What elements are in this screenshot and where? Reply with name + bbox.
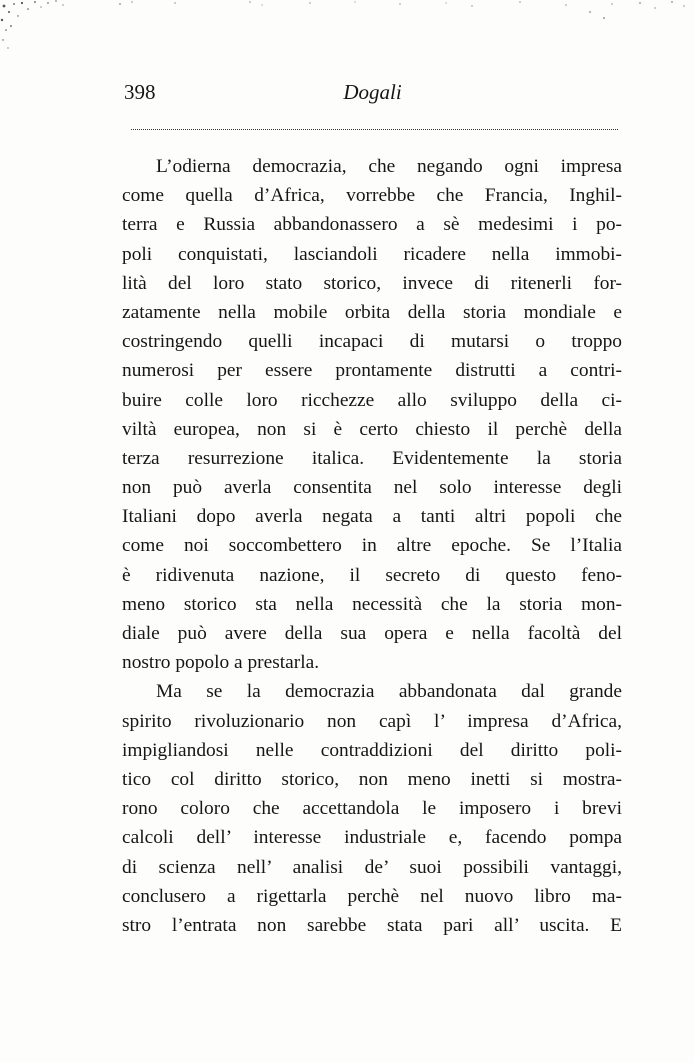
text-line: è ridivenuta nazione, il secreto di questo feno-	[122, 564, 622, 586]
text-line: rono coloro che accettandola le imposero i brevi	[122, 798, 622, 820]
text-line: terra e Russia abbandonassero a sè medesimi i po-	[122, 214, 622, 236]
text-line: stro l’entrata non sarebbe stata pari all’ uscita. E	[122, 914, 622, 936]
text-line: lità del loro stato storico, invece di ritenerli for-	[122, 272, 622, 294]
text-line: costringendo quelli incapaci di mutarsi o troppo	[122, 331, 622, 353]
text-line: zatamente nella mobile orbita della storia mondiale e	[122, 301, 622, 323]
text-line: come noi soccombettero in altre epoche. Se l’Italia	[122, 535, 622, 557]
body-text	[122, 152, 622, 940]
page-header	[124, 80, 621, 110]
text-line: diale può avere della sua opera e nella facoltà del	[122, 623, 622, 644]
running-title: Dogali	[343, 80, 402, 104]
page-number: 398	[124, 80, 156, 104]
text-line: L’odierna democrazia, che negando ogni impresa	[156, 156, 622, 177]
text-line: non può averla consentita nel solo interesse degli	[122, 477, 622, 499]
text-line: buire colle loro ricchezze allo sviluppo della ci-	[122, 389, 622, 411]
text-line: impigliandosi nelle contraddizioni del diritto poli-	[122, 739, 622, 761]
text-line: poli conquistati, lasciandoli ricadere nella immobi-	[122, 243, 622, 265]
scan-noise-specks	[0, 0, 694, 60]
text-line: numerosi per essere prontamente distrutti a contri-	[122, 360, 622, 382]
text-line: Italiani dopo averla negata a tanti altri popoli che	[122, 506, 622, 528]
header-rule	[131, 129, 618, 130]
text-line: Ma se la democrazia abbandonata dal grande	[156, 681, 622, 703]
text-line: come quella d’Africa, vorrebbe che Francia, Inghil-	[122, 185, 622, 207]
text-line: terza resurrezione italica. Evidentemente la storia	[122, 447, 622, 469]
text-line: nostro popolo a prestarla.	[122, 652, 320, 674]
text-line: conclusero a rigettarla perchè nel nuovo libro ma-	[122, 885, 622, 907]
text-line: di scienza nell’ analisi de’ suoi possibili vantaggi,	[122, 856, 622, 878]
text-line: viltà europea, non si è certo chiesto il perchè della	[122, 418, 622, 440]
text-line: meno storico sta nella necessità che la storia mon-	[122, 593, 622, 615]
text-line: tico col diritto storico, non meno inetti si mostra-	[122, 768, 622, 790]
text-line: spirito rivoluzionario non capì l’ impresa d’Africa,	[122, 710, 622, 732]
text-line: calcoli dell’ interesse industriale e, facendo pompa	[122, 827, 622, 849]
